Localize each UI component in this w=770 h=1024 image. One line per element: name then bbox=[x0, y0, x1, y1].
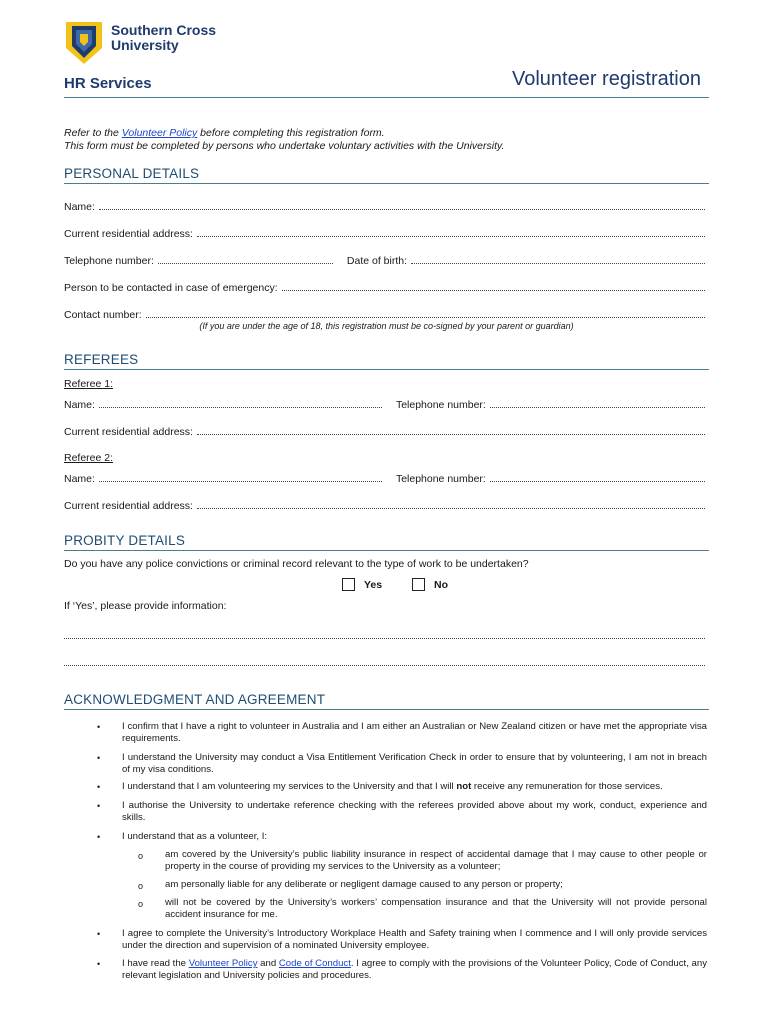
fill-line[interactable] bbox=[99, 398, 382, 408]
intro-text-pre: Refer to the bbox=[64, 127, 122, 139]
acknowledgment-heading: ACKNOWLEDGMENT AND AGREEMENT bbox=[64, 692, 326, 707]
ack-sub-public-liability: am covered by the University’s public liability insurance in respect of accidental damage that I may cause to other people or property in the course of providing my services to the University as a volunteer; bbox=[165, 849, 707, 872]
logo-line1: Southern Cross bbox=[111, 22, 217, 38]
bullet-icon: • bbox=[97, 753, 101, 763]
ack-text: and bbox=[257, 958, 279, 969]
ack-sub-workers-comp: will not be covered by the University’s workers’ compensation insurance and that the University will not provide personal accident insurance for me. bbox=[165, 897, 707, 920]
logo-wordmark bbox=[111, 23, 216, 53]
probity-heading: PROBITY DETAILS bbox=[64, 533, 186, 548]
probity-info-line-1[interactable] bbox=[64, 629, 705, 642]
fill-line[interactable] bbox=[197, 227, 705, 237]
ack-item-visa-check: I understand the University may conduct a Visa Entitlement Verification Check in order to ensure that by volunteering, I am not in breach of my visa conditions. bbox=[122, 752, 707, 775]
volunteer-policy-link[interactable]: Volunteer Policy bbox=[121, 127, 198, 139]
sub-bullet-icon: o bbox=[138, 851, 144, 861]
fill-line[interactable] bbox=[146, 308, 705, 318]
personal-details-heading: PERSONAL DETAILS bbox=[64, 166, 200, 181]
section-divider bbox=[64, 550, 709, 551]
department-title: HR Services bbox=[64, 75, 152, 92]
ack-text: receive any remuneration for those services. bbox=[471, 781, 663, 792]
referee-2-address-field[interactable] bbox=[64, 499, 705, 512]
bullet-icon: • bbox=[97, 832, 101, 842]
ack-text: I understand that I am volunteering my services to the University and that I will bbox=[122, 781, 457, 792]
logo-line2: University bbox=[111, 37, 179, 53]
fill-line[interactable] bbox=[197, 499, 705, 509]
form-title: Volunteer registration bbox=[511, 68, 701, 90]
bullet-icon: • bbox=[97, 722, 101, 732]
contact-number-field[interactable] bbox=[64, 308, 705, 321]
referee-2-label: Referee 2: bbox=[64, 452, 114, 464]
personal-phone-dob-row bbox=[64, 254, 705, 267]
fill-line[interactable] bbox=[99, 472, 382, 482]
ack-sub-personal-liability: am personally liable for any deliberate or negligent damage caused to any person or property; bbox=[165, 879, 563, 890]
fill-line[interactable] bbox=[411, 254, 705, 264]
no-label: No bbox=[434, 579, 448, 591]
intro-line2: This form must be completed by persons who undertake voluntary activities with the University. bbox=[64, 140, 505, 152]
header-divider bbox=[64, 97, 709, 98]
fill-line[interactable] bbox=[158, 254, 333, 264]
ack-text-bold: not bbox=[456, 781, 472, 792]
ack-item-no-remuneration bbox=[122, 781, 707, 793]
personal-address-field[interactable] bbox=[64, 227, 705, 240]
guardian-note: (If you are under the age of 18, this registration must be co-signed by your parent or guardian) bbox=[199, 321, 574, 331]
ack-text: . I agree to comply with the provisions of the Volunteer Policy, Code of Conduct, any relevant legislation and University policies and procedures. bbox=[122, 958, 708, 981]
fill-line[interactable] bbox=[99, 200, 705, 210]
fill-line[interactable] bbox=[490, 472, 705, 482]
sub-bullet-icon: o bbox=[138, 881, 144, 891]
field-label: Date of birth: bbox=[346, 255, 408, 267]
field-label: Current residential address: bbox=[64, 500, 193, 512]
field-label: Person to be contacted in case of emergency: bbox=[64, 282, 278, 294]
referee-1-row bbox=[64, 398, 705, 411]
fill-line[interactable] bbox=[490, 398, 705, 408]
ack-text: I have read the bbox=[122, 958, 189, 969]
code-of-conduct-link[interactable]: Code of Conduct bbox=[278, 958, 351, 969]
field-label: Name: bbox=[64, 399, 95, 411]
intro-text-post: before completing this registration form. bbox=[197, 127, 385, 139]
ack-item-policy-compliance bbox=[122, 958, 707, 981]
bullet-icon: • bbox=[97, 959, 101, 969]
intro-line1 bbox=[64, 127, 385, 139]
field-label: Name: bbox=[64, 201, 95, 213]
referees-heading: REFEREES bbox=[64, 352, 139, 367]
bullet-icon: • bbox=[97, 801, 101, 811]
volunteer-policy-link[interactable]: Volunteer Policy bbox=[188, 958, 258, 969]
referee-1-address-field[interactable] bbox=[64, 425, 705, 438]
fill-line[interactable] bbox=[64, 629, 705, 639]
personal-name-field[interactable] bbox=[64, 200, 705, 213]
bullet-icon: • bbox=[97, 782, 101, 792]
probity-question: Do you have any police convictions or criminal record relevant to the type of work to be undertaken? bbox=[64, 558, 529, 570]
ack-item-volunteer-intro: I understand that as a volunteer, I: bbox=[122, 831, 268, 842]
section-divider bbox=[64, 709, 709, 710]
fill-line[interactable] bbox=[197, 425, 705, 435]
field-label: Contact number: bbox=[64, 309, 142, 321]
field-label: Telephone number: bbox=[395, 473, 486, 485]
emergency-contact-field[interactable] bbox=[64, 281, 705, 294]
fill-line[interactable] bbox=[64, 656, 705, 666]
section-divider bbox=[64, 183, 709, 184]
yes-checkbox[interactable] bbox=[342, 578, 355, 591]
field-label: Current residential address: bbox=[64, 426, 193, 438]
probity-info-line-2[interactable] bbox=[64, 656, 705, 669]
field-label: Telephone number: bbox=[64, 255, 154, 267]
field-label: Name: bbox=[64, 473, 95, 485]
fill-line[interactable] bbox=[282, 281, 705, 291]
ack-item-visa: I confirm that I have a right to volunteer in Australia and I am either an Australian or New Zealand citizen or have met the appropriate visa requirements. bbox=[122, 721, 707, 744]
section-divider bbox=[64, 369, 709, 370]
sub-bullet-icon: o bbox=[138, 899, 144, 909]
referee-2-row bbox=[64, 472, 705, 485]
field-label: Current residential address: bbox=[64, 228, 193, 240]
bullet-icon: • bbox=[97, 929, 101, 939]
no-checkbox[interactable] bbox=[412, 578, 425, 591]
ack-item-whs-training: I agree to complete the University’s Introductory Workplace Health and Safety training when I commence and I will only provide services under the direction and supervision of a nominated University employee. bbox=[122, 928, 707, 951]
ack-item-reference-check: I authorise the University to undertake reference checking with the referees provided above about my work, conduct, experience and skills. bbox=[122, 800, 707, 823]
field-label: Telephone number: bbox=[395, 399, 486, 411]
referee-1-label: Referee 1: bbox=[64, 378, 114, 390]
if-yes-label: If ‘Yes’, please provide information: bbox=[64, 600, 227, 612]
yes-label: Yes bbox=[364, 579, 383, 591]
